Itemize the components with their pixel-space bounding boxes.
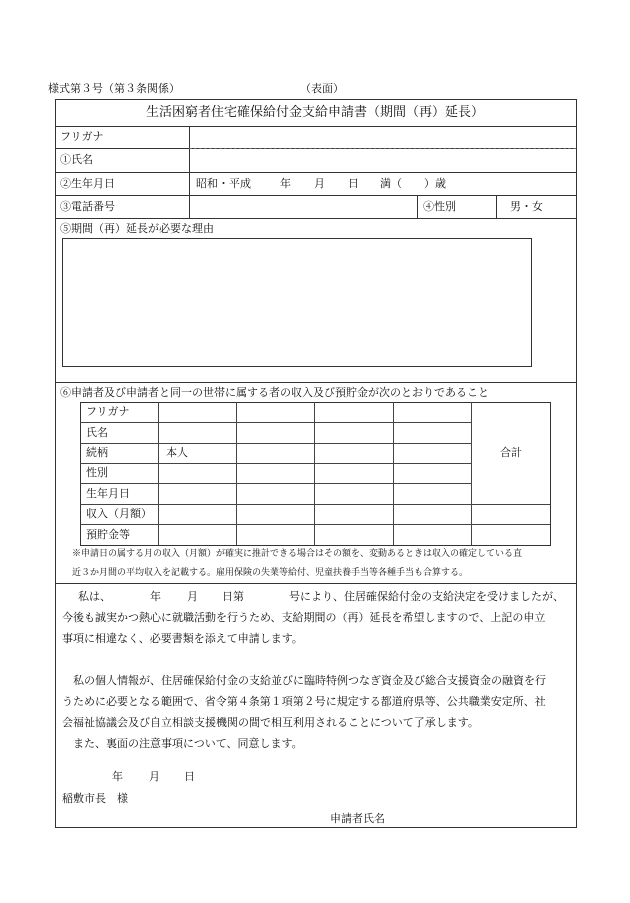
form-title: 生活困窮者住宅確保給付金支給申請書（期間（再）延長） (145, 105, 484, 120)
declaration-p3: また、裏面の注意事項について、同意します。 (73, 737, 303, 750)
gender-label: ④性別 (423, 200, 456, 213)
declaration-p2-line1: 私の個人情報が、住居確保給付金の支給並びに臨時特例つなぎ資金及び総合支援資金の融資を行 (73, 674, 546, 687)
row-label-furigana: フリガナ (86, 405, 130, 418)
total-label: 合計 (500, 446, 522, 459)
phone-input[interactable] (190, 196, 416, 217)
birthdate-era[interactable]: 昭和・平成 (196, 177, 251, 190)
reason-textarea[interactable] (62, 238, 532, 367)
row-label-birthdate: 生年月日 (86, 487, 130, 500)
birthdate-month[interactable]: 月 (314, 177, 325, 190)
birthdate-label: ②生年月日 (60, 177, 115, 190)
furigana-input[interactable] (190, 127, 575, 147)
row-label-gender: 性別 (86, 466, 108, 479)
note-line-1: ※申請日の属する月の収入（月額）が確実に推計できる場合はその額を、変動あるときは収入の確定している直 (72, 549, 523, 559)
applicant-name-label: 申請者氏名 (330, 812, 385, 825)
row-label-savings: 預貯金等 (86, 528, 130, 541)
addressee: 稲敷市長 様 (62, 792, 128, 805)
declaration-p1-month: 月 (187, 590, 198, 603)
furigana-label: フリガナ (60, 130, 104, 143)
declaration-p1-rest: 号により、住居確保給付金の支給決定を受けましたが、 (289, 590, 564, 603)
sign-date-year[interactable]: 年 (112, 770, 123, 783)
form-number: 様式第３号（第３条関係） (48, 82, 180, 95)
declaration-p1-line2: 今後も誠実かつ熱心に就職活動を行うため、支給期間の（再）延長を希望しますので、上記の申立 (62, 611, 546, 624)
declaration-p1-year: 年 (150, 590, 161, 603)
phone-label: ③電話番号 (60, 200, 115, 213)
sign-date-month[interactable]: 月 (149, 770, 160, 783)
declaration-p2-line3: 会福祉協議会及び自立相談支援機関の間で相互利用されることについて了承します。 (62, 716, 479, 729)
birthdate-age[interactable]: 満（ ）歳 (380, 177, 446, 190)
birthdate-year[interactable]: 年 (280, 177, 291, 190)
reason-label: ⑤期間（再）延長が必要な理由 (60, 222, 214, 235)
name-input[interactable] (190, 149, 575, 171)
declaration-p1-day: 日第 (222, 590, 244, 603)
gender-options[interactable]: 男・女 (510, 200, 543, 213)
self-label: 本人 (166, 446, 188, 459)
row-label-name: 氏名 (86, 426, 108, 439)
sign-date-day[interactable]: 日 (184, 770, 195, 783)
form-side: （表面） (300, 82, 344, 95)
row-label-income: 収入（月額） (86, 507, 152, 520)
household-heading: ⑥申請者及び申請者と同一の世帯に属する者の収入及び預貯金が次のとおりであること (60, 386, 489, 399)
declaration-p2-line2: うために必要となる範囲で、省令第４条第１項第２号に規定する都道府県等、公共職業安定所、社 (62, 695, 546, 708)
declaration-p1-prefix: 私は、 (78, 590, 111, 603)
name-label: ①氏名 (60, 153, 93, 166)
note-line-2: 近３か月間の平均収入を記載する。雇用保険の失業等給付、児童扶養手当等各種手当も合算する。 (72, 568, 469, 578)
birthdate-day[interactable]: 日 (348, 177, 359, 190)
row-label-relationship: 続柄 (86, 446, 108, 459)
declaration-p1-line3: 事項に相違なく、必要書類を添えて申請します。 (62, 632, 303, 645)
